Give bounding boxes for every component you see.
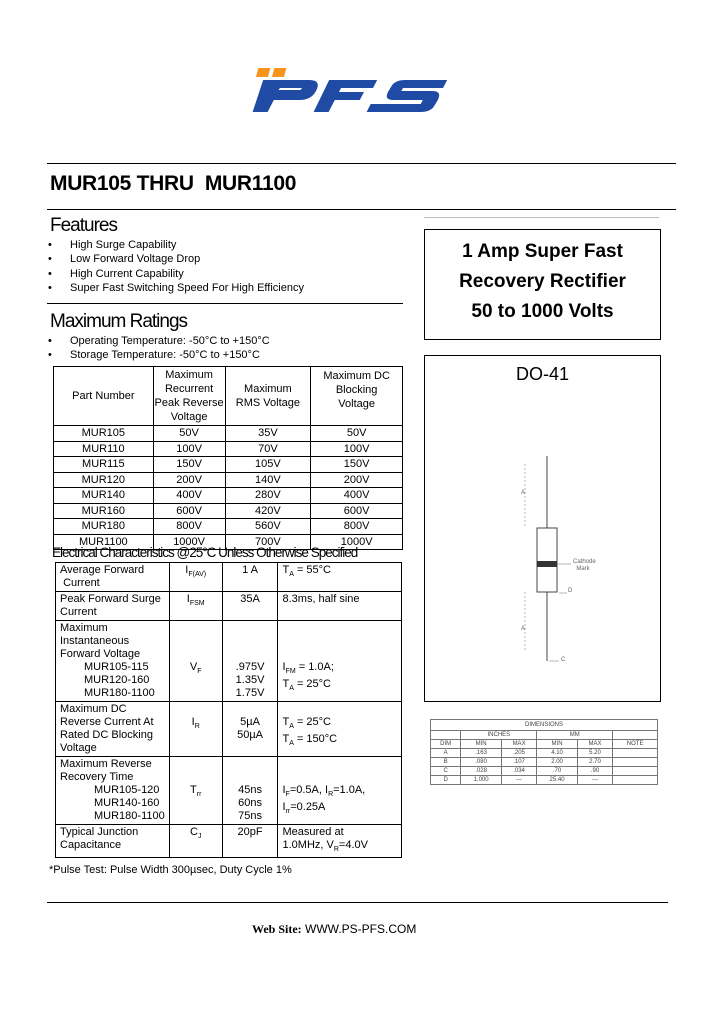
table-row	[431, 749, 658, 758]
table-cell: 200V	[153, 472, 225, 488]
table-row	[431, 776, 658, 785]
table-cell: 100V	[153, 441, 225, 457]
table-cell: 200V	[311, 472, 403, 488]
table-cell	[613, 758, 658, 767]
dims-group-inches: INCHES	[461, 731, 537, 740]
param-cell: Peak Forward Surge Current	[56, 592, 170, 621]
logo-orange-mark-1	[256, 68, 270, 77]
condition-cell: $T_A = 25^\circ C$ $T_A = 150^\circ C$	[278, 702, 402, 757]
table-cell: .034	[501, 767, 536, 776]
table-cell: 35V	[225, 426, 311, 442]
table-cell: .080	[461, 758, 502, 767]
table-cell	[431, 731, 461, 740]
table-cell: MUR140	[54, 488, 154, 504]
table-cell: 100V	[311, 441, 403, 457]
table-row	[56, 702, 402, 757]
table-cell: C	[431, 767, 461, 776]
website-link[interactable]: WWW.PS-PFS.COM	[305, 922, 417, 936]
table-cell: ---	[577, 776, 612, 785]
table-cell: ---	[501, 776, 536, 785]
table-header-cell: MAX	[501, 740, 536, 749]
ratings-header-cell: Maximum RMS Voltage	[225, 367, 311, 426]
value-cell: 5µA 50µA	[222, 702, 278, 757]
table-cell: .90	[577, 767, 612, 776]
electrical-heading: Electrical Characteristics @25°C Unless Otherwise Specified	[52, 545, 358, 560]
table-cell: 2.00	[537, 758, 578, 767]
electrical-table	[55, 562, 402, 858]
website-label: Web Site:	[252, 922, 302, 936]
table-row	[54, 426, 403, 442]
table-cell: B	[431, 758, 461, 767]
table-cell: D	[431, 776, 461, 785]
dims-title-row	[431, 720, 658, 731]
table-cell: .107	[501, 758, 536, 767]
feature-item: • High Current Capability	[48, 267, 304, 281]
table-cell: .205	[501, 749, 536, 758]
value-cell: 1 A	[222, 563, 278, 592]
table-cell: .70	[537, 767, 578, 776]
table-row	[431, 767, 658, 776]
table-row	[54, 503, 403, 519]
dimensions-table	[430, 719, 658, 785]
symbol-cell: $I_{FSM}$	[169, 592, 222, 621]
table-cell: 150V	[153, 457, 225, 473]
condition-cell: $T_A = 55^\circ C$	[278, 563, 402, 592]
package-box	[424, 355, 661, 702]
param-cell: Typical Junction Capacitance	[56, 825, 170, 858]
table-cell: 800V	[311, 519, 403, 535]
value-cell: 45ns 60ns 75ns	[222, 757, 278, 825]
table-header-cell: NOTE	[613, 740, 658, 749]
do41-outline-drawing	[425, 356, 660, 701]
logo-letter-s	[367, 80, 448, 112]
symbol-cell: $V_F$	[169, 621, 222, 702]
table-cell: .163	[461, 749, 502, 758]
symbol-cell: $I_R$	[169, 702, 222, 757]
table-cell: MUR120	[54, 472, 154, 488]
table-cell: 1000V	[153, 534, 225, 550]
dim-label-a: A	[521, 490, 526, 496]
symbol-cell: $T_{rr}$	[169, 757, 222, 825]
dims-header-row	[431, 740, 658, 749]
condition-cell: $I_{FM} = 1.0A$; $T_A = 25^\circ C$	[278, 621, 402, 702]
table-cell: 1000V	[311, 534, 403, 550]
table-cell: 600V	[153, 503, 225, 519]
table-cell: 1.000	[461, 776, 502, 785]
table-cell: 280V	[225, 488, 311, 504]
features-list	[48, 238, 304, 295]
table-cell: 800V	[153, 519, 225, 535]
table-cell: 50V	[153, 426, 225, 442]
table-cell: MUR1100	[54, 534, 154, 550]
logo-orange-mark-2	[272, 68, 286, 77]
table-row	[56, 563, 402, 592]
dim-label-c: C	[561, 657, 566, 663]
value-cell: 20pF	[222, 825, 278, 858]
table-row	[56, 592, 402, 621]
param-cell: Maximum Instantaneous Forward Voltage MUR105-115 MUR120-160 MUR180-1100	[56, 621, 170, 702]
table-header-cell: DIM	[431, 740, 461, 749]
title-thru: THRU	[136, 172, 194, 195]
table-cell: 4.10	[537, 749, 578, 758]
table-row	[54, 472, 403, 488]
table-cell: MUR105	[54, 426, 154, 442]
max-ratings-list	[48, 334, 270, 363]
cathode-band	[537, 561, 557, 567]
ratings-table	[53, 366, 403, 550]
table-cell: 2.70	[577, 758, 612, 767]
ratings-header-cell: Part Number	[54, 367, 154, 426]
table-cell: 25.40	[537, 776, 578, 785]
table-cell	[613, 767, 658, 776]
table-cell	[613, 776, 658, 785]
table-row	[54, 488, 403, 504]
table-cell: 70V	[225, 441, 311, 457]
value-cell: 35A	[222, 592, 278, 621]
dim-label-d: D	[568, 588, 573, 594]
condition-cell: Measured at 1.0MHz, $V_R=4.0V$	[278, 825, 402, 858]
diode-body	[537, 528, 557, 592]
table-cell	[613, 749, 658, 758]
table-cell: 140V	[225, 472, 311, 488]
table-header-cell: MIN	[537, 740, 578, 749]
cathode-mark-label: Cathode Mark	[573, 559, 596, 572]
product-line: 50 to 1000 Volts	[471, 301, 614, 322]
ratings-header-cell: Maximum DC Blocking Voltage	[311, 367, 403, 426]
table-row	[56, 825, 402, 858]
ratings-header-row	[54, 367, 403, 426]
pulse-test-note: *Pulse Test: Pulse Width 300µsec, Duty Cycle 1%	[49, 864, 292, 876]
condition-cell: 8.3ms, half sine	[278, 592, 402, 621]
table-cell	[613, 731, 658, 740]
table-cell: A	[431, 749, 461, 758]
table-cell: 400V	[153, 488, 225, 504]
logo-letter-f	[314, 80, 378, 112]
table-row	[56, 621, 402, 702]
table-cell: 560V	[225, 519, 311, 535]
product-line: Recovery Rectifier	[459, 271, 626, 292]
dims-title: DIMENSIONS	[431, 720, 658, 731]
table-cell: 400V	[311, 488, 403, 504]
table-row	[54, 519, 403, 535]
table-cell: 50V	[311, 426, 403, 442]
param-cell: Average Forward Current	[56, 563, 170, 592]
product-line: 1 Amp Super Fast	[462, 241, 623, 262]
table-cell: 420V	[225, 503, 311, 519]
table-cell: 150V	[311, 457, 403, 473]
features-heading: Features	[50, 215, 117, 236]
table-cell: MUR110	[54, 441, 154, 457]
dims-group-row	[431, 731, 658, 740]
max-ratings-heading: Maximum Ratings	[50, 311, 188, 332]
dim-label-a: A	[521, 626, 526, 632]
table-cell: 700V	[225, 534, 311, 550]
table-cell: MUR115	[54, 457, 154, 473]
table-cell: .028	[461, 767, 502, 776]
ratings-header-cell: Maximum Recurrent Peak Reverse Voltage	[153, 367, 225, 426]
table-cell: MUR160	[54, 503, 154, 519]
param-cell: Maximum DC Reverse Current At Rated DC Blocking Voltage	[56, 702, 170, 757]
table-cell: MUR180	[54, 519, 154, 535]
table-row	[56, 757, 402, 825]
logo-letter-p	[253, 80, 320, 112]
feature-item: • High Surge Capability	[48, 238, 304, 252]
table-cell: 600V	[311, 503, 403, 519]
condition-cell: $I_F=0.5A$, $I_R=1.0A$, $I_{rr}=0.25A$	[278, 757, 402, 825]
table-header-cell: MAX	[577, 740, 612, 749]
table-cell: 105V	[225, 457, 311, 473]
product-summary-box	[424, 229, 661, 340]
feature-item: • Super Fast Switching Speed For High Efficiency	[48, 281, 304, 295]
symbol-cell: $I_{F(AV)}$	[169, 563, 222, 592]
table-row	[54, 441, 403, 457]
logo-orange-marks	[256, 68, 286, 77]
table-cell: 5.20	[577, 749, 612, 758]
title-part1: MUR105	[50, 172, 132, 195]
title-part2: MUR1100	[204, 172, 297, 195]
pfs-logo	[252, 62, 452, 116]
value-cell: .975V 1.35V 1.75V	[222, 621, 278, 702]
table-header-cell: MIN	[461, 740, 502, 749]
dims-group-mm: MM	[537, 731, 613, 740]
table-row	[431, 758, 658, 767]
document-title	[50, 172, 296, 196]
symbol-cell: $C_J$	[169, 825, 222, 858]
rating-item: • Operating Temperature: -50°C to +150°C	[48, 334, 270, 348]
param-cell: Maximum Reverse Recovery Time MUR105-120 MUR140-160 MUR180-1100	[56, 757, 170, 825]
package-name: DO-41	[515, 364, 569, 384]
website-footer	[252, 922, 416, 937]
feature-item: • Low Forward Voltage Drop	[48, 252, 304, 266]
rating-item: • Storage Temperature: -50°C to +150°C	[48, 348, 270, 362]
table-row	[54, 457, 403, 473]
